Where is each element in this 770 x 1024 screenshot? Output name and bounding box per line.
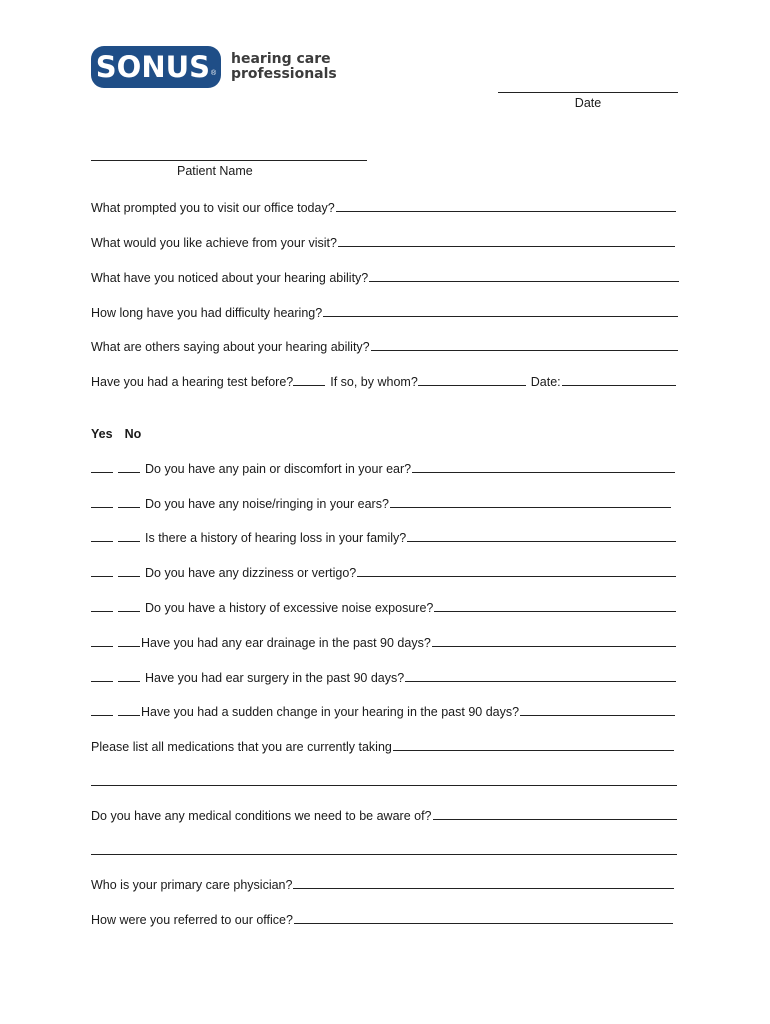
date-line[interactable]: [498, 80, 678, 93]
conditions-continuation-row: [91, 840, 677, 858]
no-blank[interactable]: [118, 681, 140, 682]
no-blank[interactable]: [118, 715, 140, 716]
answer-line[interactable]: [369, 281, 679, 282]
no-blank[interactable]: [118, 576, 140, 577]
yes-blank[interactable]: [91, 646, 113, 647]
question-label: What have you noticed about your hearing ability?: [91, 271, 369, 285]
question-row: [91, 267, 679, 285]
yes-no-row: [91, 597, 676, 615]
yes-no-question: Is there a history of hearing loss in your family?: [145, 531, 407, 545]
answer-line[interactable]: [323, 316, 678, 317]
answer-line[interactable]: [390, 507, 671, 508]
referral-row: [91, 909, 673, 927]
logo-tagline-line1: hearing care: [231, 51, 331, 67]
yes-no-row: [91, 562, 676, 580]
question-label: Have you had a hearing test before?: [91, 375, 294, 389]
physician-row: [91, 874, 674, 892]
yes-no-question: Have you had any ear drainage in the past 90 days?: [141, 636, 431, 650]
no-blank[interactable]: [118, 541, 140, 542]
question-label: What are others saying about your hearing ability?: [91, 340, 370, 354]
no-blank[interactable]: [118, 507, 140, 508]
yes-no-question: Have you had ear surgery in the past 90 days?: [145, 671, 405, 685]
question-label: What prompted you to visit our office today?: [91, 201, 335, 215]
no-blank[interactable]: [118, 472, 140, 473]
yes-no-question: Do you have any dizziness or vertigo?: [145, 566, 357, 580]
question-label: What would you like achieve from your visit?: [91, 236, 337, 250]
answer-line[interactable]: [412, 472, 675, 473]
answer-line[interactable]: [520, 715, 675, 716]
logo-tagline: [231, 52, 337, 82]
yes-no-row: [91, 527, 676, 545]
conditions-row: [91, 805, 677, 823]
yes-no-row: [91, 493, 671, 511]
yes-no-question: Do you have any noise/ringing in your ears?: [145, 497, 389, 511]
yes-blank[interactable]: [91, 507, 113, 508]
logo-registered-mark: ®: [211, 70, 217, 77]
logo-word: SONUS: [95, 49, 211, 84]
answer-line[interactable]: [432, 646, 676, 647]
yes-blank[interactable]: [91, 472, 113, 473]
yes-no-row: [91, 632, 676, 650]
answer-line[interactable]: [91, 785, 677, 786]
yes-no-question: Have you had a sudden change in your hearing in the past 90 days?: [141, 705, 520, 719]
answer-line[interactable]: [293, 385, 325, 386]
test-date-line[interactable]: [562, 385, 676, 386]
answer-line[interactable]: [91, 854, 677, 855]
yes-no-question: Do you have a history of excessive noise exposure?: [145, 601, 434, 615]
date-field: [498, 80, 678, 110]
yes-label: Yes: [91, 427, 113, 441]
answer-line[interactable]: [371, 350, 678, 351]
question-label-by-whom: If so, by whom?: [330, 375, 418, 389]
yes-no-row: [91, 667, 676, 685]
answer-line[interactable]: [294, 923, 673, 924]
yes-blank[interactable]: [91, 611, 113, 612]
answer-line[interactable]: [433, 819, 678, 820]
patient-name-line[interactable]: [91, 148, 367, 161]
no-label: No: [124, 427, 142, 441]
medications-continuation-row: [91, 771, 677, 789]
logo-tagline-line2: professionals: [231, 66, 337, 82]
answer-line[interactable]: [336, 211, 676, 212]
question-label: Do you have any medical conditions we need to be aware of?: [91, 809, 432, 823]
no-blank[interactable]: [118, 646, 140, 647]
yes-blank[interactable]: [91, 576, 113, 577]
yes-blank[interactable]: [91, 715, 113, 716]
answer-line[interactable]: [405, 681, 676, 682]
date-label: Date: [574, 96, 602, 110]
hearing-test-row: [91, 371, 676, 389]
question-row: [91, 197, 676, 215]
answer-line[interactable]: [357, 576, 676, 577]
yes-no-row: [91, 458, 675, 476]
question-row: [91, 232, 675, 250]
question-label: Who is your primary care physician?: [91, 878, 293, 892]
no-blank[interactable]: [118, 611, 140, 612]
answer-line[interactable]: [338, 246, 675, 247]
answer-line[interactable]: [434, 611, 676, 612]
yes-no-row: [91, 701, 675, 719]
patient-name-field: [91, 148, 367, 178]
medications-row: [91, 736, 674, 754]
answer-line[interactable]: [393, 750, 674, 751]
question-label: How were you referred to our office?: [91, 913, 293, 927]
answer-line[interactable]: [293, 888, 674, 889]
yes-no-header: [91, 423, 291, 441]
question-label: How long have you had difficulty hearing?: [91, 306, 323, 320]
yes-no-question: Do you have any pain or discomfort in your ear?: [145, 462, 412, 476]
sonus-logo: [91, 46, 337, 88]
question-label: Please list all medications that you are currently taking: [91, 740, 392, 754]
answer-line[interactable]: [407, 541, 676, 542]
question-label-date: Date:: [530, 375, 561, 389]
question-row: [91, 336, 678, 354]
question-row: [91, 302, 678, 320]
by-whom-line[interactable]: [418, 385, 526, 386]
logo-badge: [91, 46, 221, 88]
yes-blank[interactable]: [91, 681, 113, 682]
yes-blank[interactable]: [91, 541, 113, 542]
patient-name-label: Patient Name: [177, 164, 253, 178]
